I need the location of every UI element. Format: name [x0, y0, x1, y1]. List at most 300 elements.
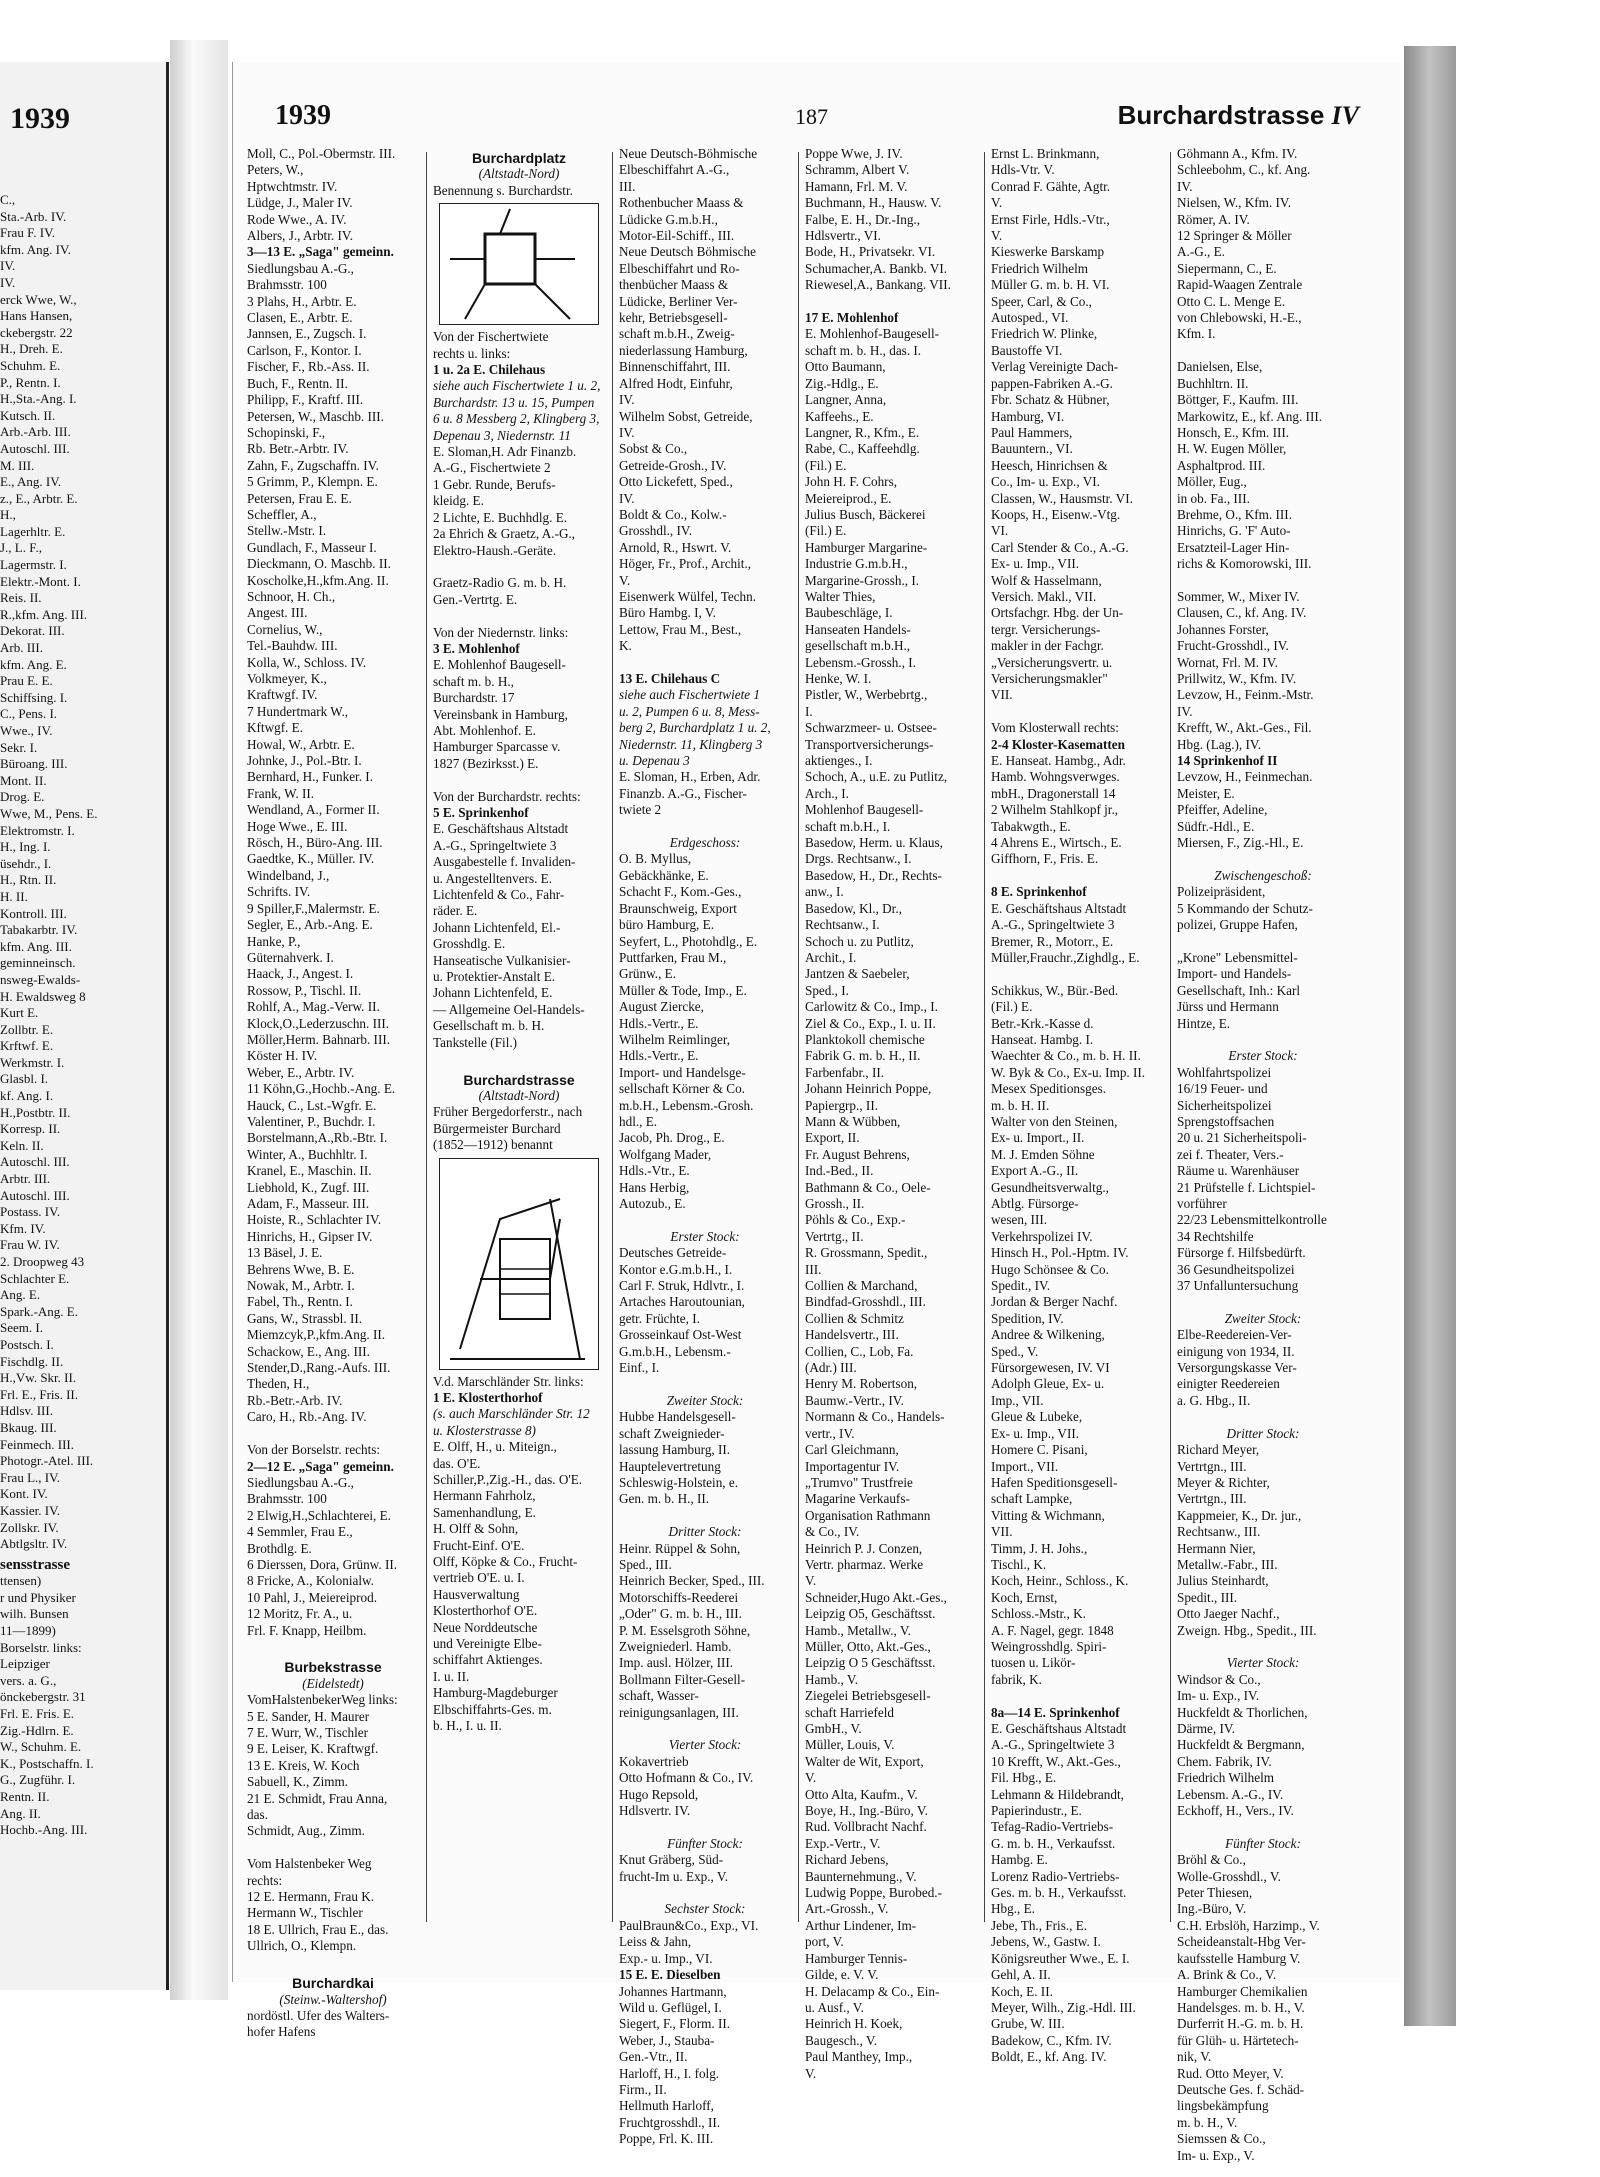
directory-entry: Hdls.-Vertr., E. [619, 1015, 699, 1031]
directory-entry: Buchmann, H., Hausw. V. [805, 195, 942, 211]
directory-entry: Hbg., E. [991, 1901, 1035, 1917]
directory-entry: Grosshdl., IV. [619, 523, 693, 539]
directory-entry: Rud. Vollbracht Nachf. [805, 1819, 927, 1835]
directory-entry: Vertr. pharmaz. Werke [805, 1556, 924, 1572]
directory-entry: A.-G., Fischertwiete 2 [433, 460, 551, 476]
directory-entry: Basedow, Kl., Dr., [805, 900, 902, 916]
directory-entry: Schleebohm, C., kf. Ang. [1177, 162, 1311, 178]
directory-entry: Jebe, Th., Fris., E. [991, 1917, 1088, 1933]
directory-entry: Früher Bergedorferstr., nach [433, 1104, 583, 1120]
directory-entry: Kontor e.G.m.b.H., I. [619, 1261, 733, 1277]
directory-entry: Kieswerke Barskamp [991, 244, 1105, 260]
directory-entry: Lichtenfeld & Co., Fahr- [433, 887, 565, 903]
directory-entry: Fürsorge f. Hilfsbedürft. [1177, 1245, 1306, 1261]
directory-entry: Ing.-Büro, V. [1177, 1901, 1247, 1917]
directory-entry: Versorgungskasse Ver- [1177, 1360, 1297, 1376]
directory-entry: Verlag Vereinigte Dach- [991, 359, 1119, 375]
directory-entry: „Versicherungsvertr. u. [991, 654, 1113, 670]
directory-entry: G.m.b.H., Lebensm.- [619, 1343, 731, 1359]
directory-entry: Abtlg. Fürsorge- [991, 1196, 1079, 1211]
directory-entry: Im- u. Exp., V. [1177, 2147, 1255, 2163]
directory-entry: Magarine Verkaufs- [805, 1491, 910, 1507]
directory-entry: Hamburger Sparcasse v. [433, 739, 561, 755]
building-entry: 2-4 Kloster-Kasematten [991, 736, 1125, 752]
directory-entry: Ersatzteil-Lager Hin- [1177, 539, 1290, 555]
directory-entry: Miemzcyk,P.,kfm.Ang. II. [247, 1327, 386, 1343]
previous-page-line: Schlachter E. [0, 1270, 70, 1286]
directory-entry: Klock,O.,Lederzuschn. III. [247, 1015, 390, 1031]
directory-entry: Ex- u. Imp., VII. [991, 1425, 1080, 1441]
directory-entry: Burchardstr. 17 [433, 690, 515, 706]
directory-entry: Riewesel,A., Bankang. VII. [805, 277, 951, 293]
directory-entry: für Glüh- u. Härtetech- [1177, 2032, 1299, 2048]
directory-entry: Höger, Fr., Prof., Archit., [619, 556, 752, 572]
directory-entry: Gehl, A. II. [991, 1967, 1051, 1983]
directory-entry: Güternahverk. I. [247, 949, 334, 965]
directory-entry: u. Depenau 3 [619, 753, 690, 769]
previous-page-line: 11—1899) [0, 1623, 56, 1639]
directory-entry: port, V. [805, 1934, 844, 1950]
directory-entry: 4 Ahrens E., Wirtsch., E. [991, 835, 1122, 851]
directory-entry: Schramm, Albert V. [805, 162, 910, 178]
directory-entry: Spedit., IV. [991, 1278, 1051, 1294]
directory-entry: Müller & Tode, Imp., E. [619, 982, 747, 998]
directory-entry: Fünfter Stock: [667, 1835, 743, 1851]
directory-entry: Hdls.-Vtr., E. [619, 1163, 690, 1179]
previous-page-line: ckebergstr. 22 [0, 324, 73, 340]
directory-entry: Badekow, C., Kfm. IV. [991, 2032, 1112, 2048]
directory-entry: IV. [1177, 178, 1193, 194]
directory-entry: schaft Lampke, [991, 1491, 1073, 1507]
directory-entry: Walter von den Steinen, [991, 1113, 1118, 1129]
directory-entry: Peter Thiesen, [1177, 1885, 1253, 1901]
directory-entry: Boldt, E., kf. Ang. IV. [991, 2049, 1107, 2065]
directory-entry: Müller, Louis, V. [805, 1737, 895, 1753]
directory-entry: — Allgemeine Oel-Handels- [433, 1001, 585, 1017]
column-rule [984, 152, 985, 1922]
directory-entry: u. Angestelltenvers. E. [433, 870, 553, 886]
directory-entry: Export A.-G., II. [991, 1163, 1079, 1179]
directory-entry: Hermann Nier, [1177, 1540, 1256, 1556]
directory-entry: Hamb., V. [805, 1671, 858, 1687]
column-rule [1170, 152, 1171, 1922]
previous-page-line: Keln. II. [0, 1137, 44, 1153]
directory-entry: Schloss.-Mstr., K. [991, 1606, 1086, 1622]
directory-entry: Vertrtg., II. [805, 1228, 864, 1244]
directory-entry: Samenhandlung, E. [433, 1504, 536, 1520]
directory-entry: siehe auch Fischertwiete 1 u. 2, [433, 378, 601, 394]
directory-entry: Schmidt, Aug., Zimm. [247, 1823, 365, 1839]
directory-entry: Buchhltrn. II. [1177, 375, 1249, 391]
directory-entry: Planktokoll chemische [805, 1031, 925, 1047]
directory-entry [247, 1639, 419, 1655]
directory-entry: Dieckmann, O. Maschb. II. [247, 556, 391, 572]
previous-page-year: 1939 [10, 102, 70, 135]
directory-entry: & Co., IV. [805, 1524, 860, 1540]
directory-entry: Kranel, E., Maschin. II. [247, 1163, 372, 1179]
directory-entry: Howal, W., Arbtr. E. [247, 736, 355, 752]
page-edge [1404, 46, 1456, 2026]
directory-entry: Richard Meyer, [1177, 1442, 1260, 1458]
directory-entry: hdl., E. [619, 1113, 658, 1129]
directory-entry: Wolfgang Mader, [619, 1146, 712, 1162]
previous-page-line: W., Schuhm. E. [0, 1739, 82, 1755]
directory-entry: reinigungsanlagen, III. [619, 1704, 739, 1720]
directory-entry: b. H., I. u. II. [433, 1718, 502, 1734]
directory-entry: Sped., V. [991, 1343, 1039, 1359]
directory-entry: Danielsen, Else, [1177, 359, 1263, 375]
directory-entry: twiete 2 [619, 802, 662, 818]
directory-column [433, 146, 605, 1936]
directory-entry: Müller,Frauchr.,Zighdlg., E. [991, 949, 1140, 965]
directory-entry [619, 655, 791, 671]
directory-entry: Ges. m. b. H., Verkaufsst. [991, 1885, 1127, 1901]
directory-entry [619, 1721, 791, 1737]
directory-entry: mbH., Dragonerstall 14 [991, 785, 1116, 801]
directory-entry: H. Delacamp & Co., Ein- [805, 1983, 940, 1999]
directory-entry: Ernst L. Brinkmann, [991, 146, 1100, 161]
directory-entry: Johann Lichtenfeld, El.- [433, 919, 561, 935]
directory-entry: Farbenfabr., II. [805, 1064, 885, 1080]
directory-entry: Sicherheitspolizei [1177, 1097, 1272, 1113]
directory-entry: Vom Klosterwall rechts: [991, 720, 1119, 736]
directory-entry: Brahmsstr. 100 [247, 277, 327, 293]
directory-entry: Rechtsanw., III. [1177, 1524, 1261, 1540]
directory-entry: Arthur Lindener, Im- [805, 1917, 917, 1933]
directory-entry: Fürsorgewesen, IV. VI [991, 1360, 1110, 1376]
directory-entry: Wolle-Grosshdl., V. [1177, 1868, 1281, 1884]
directory-entry: Julius Busch, Bäckerei [805, 506, 926, 522]
directory-entry: Fischer, F., Rb.-Ass. II. [247, 359, 370, 375]
previous-page-line: Dekorat. III. [0, 623, 65, 639]
directory-entry: Transportversicherungs- [805, 736, 934, 752]
directory-entry: I. [805, 703, 813, 719]
directory-entry: Vereinsbank in Hamburg, [433, 706, 568, 722]
directory-entry [1177, 851, 1349, 867]
directory-entry: Walter de Wit, Export, [805, 1753, 924, 1769]
burchardstrasse-map-graphic [440, 1159, 590, 1369]
directory-entry: Hamb. Wohngsverwges. [991, 769, 1120, 785]
previous-page-line: Kfm. IV. [0, 1220, 46, 1236]
directory-entry: V. [805, 1770, 817, 1786]
directory-entry: Homere C. Pisani, [991, 1442, 1088, 1458]
directory-entry: Vertrtgn., III. [1177, 1491, 1247, 1507]
directory-entry: Industrie G.m.b.H., [805, 556, 908, 572]
directory-entry: Deutsche Ges. f. Schäd- [1177, 2081, 1305, 2097]
previous-page-line: r und Physiker [0, 1589, 76, 1605]
directory-entry: Carl Gleichmann, [805, 1442, 899, 1458]
directory-entry: A. F. Nagel, gegr. 1848 [991, 1622, 1114, 1638]
directory-entry [1177, 1639, 1349, 1655]
previous-page-line: Feinmech. III. [0, 1436, 75, 1452]
directory-entry: Müller G. m. b. H. VI. [991, 277, 1110, 293]
directory-entry [619, 819, 791, 835]
directory-entry: Otto Hofmann & Co., IV. [619, 1770, 754, 1786]
directory-entry: schaft Zweignieder- [619, 1425, 725, 1441]
directory-entry: IV. [619, 490, 635, 506]
previous-page-line: Borselstr. links: [0, 1639, 82, 1655]
directory-entry: Johnke, J., Pol.-Btr. I. [247, 753, 362, 769]
directory-entry: u. Klosterstrasse 8) [433, 1422, 536, 1438]
directory-entry: Seyfert, L., Photohdlg., E. [619, 933, 758, 949]
directory-entry: Von der Niedernstr. links: [433, 624, 569, 640]
directory-entry: anw., I. [805, 884, 844, 900]
directory-entry: 12 E. Hermann, Frau K. [247, 1889, 375, 1905]
building-entry: 2—12 E. „Saga" gemeinn. [247, 1458, 394, 1474]
previous-page-line: z., E., Arbtr. E. [0, 490, 78, 506]
directory-entry: E. Sloman, H., Erben, Adr. [619, 769, 761, 785]
previous-page-line: Fischdlg. II. [0, 1353, 64, 1369]
directory-entry: Clausen, C., kf. Ang. IV. [1177, 605, 1307, 621]
directory-entry: Krefft, W., Akt.-Ges., Fil. [1177, 720, 1312, 736]
previous-page-line: Prau E. E. [0, 673, 53, 689]
directory-entry: 7 Hundertmark W., [247, 703, 349, 719]
directory-entry: H. W. Eugen Möller, [1177, 441, 1287, 457]
directory-entry: Baugesch., V. [805, 2032, 878, 2048]
directory-entry: Hbg. (Lag.), IV. [1177, 736, 1261, 752]
directory-entry: E. Sloman,H. Adr Finanzb. [433, 444, 577, 460]
directory-entry: in ob. Fa., III. [1177, 490, 1250, 506]
directory-entry: Gen.-Vertrtg. E. [433, 591, 518, 607]
directory-entry: E. Mohlenhof-Baugesell- [805, 326, 940, 342]
directory-entry: Tischl., K. [991, 1556, 1047, 1572]
directory-entry: V. [805, 1573, 817, 1589]
directory-entry: Scheffler, A., [247, 506, 317, 522]
directory-entry: Schwarzmeer- u. Ostsee- [805, 720, 937, 736]
directory-columns [247, 146, 1387, 2163]
directory-entry [619, 1376, 791, 1392]
directory-entry: Knut Gräberg, Süd- [619, 1852, 724, 1868]
directory-entry: Baunternehmung., V. [805, 1868, 917, 1884]
directory-entry: 2a Ehrich & Graetz, A.-G., [433, 526, 576, 542]
directory-entry: Im- u. Exp., IV. [1177, 1688, 1260, 1704]
directory-entry: Leipzig O5, Geschäftsst. [805, 1606, 936, 1622]
directory-entry: Deutsches Getreide- [619, 1245, 727, 1261]
directory-entry: 6 Dierssen, Dora, Grünw. II. [247, 1556, 398, 1572]
directory-entry: Brahmsstr. 100 [247, 1491, 327, 1507]
directory-entry: Puttfarken, Frau M., [619, 949, 727, 965]
directory-entry: R. Grossmann, Spedit., [805, 1245, 928, 1261]
directory-entry: Zahn, F., Zugschaffn. IV. [247, 457, 379, 473]
directory-entry: Ausgabestelle f. Invaliden- [433, 854, 576, 870]
previous-page-line: R.,kfm. Ang. III. [0, 606, 88, 622]
previous-page-line: E., Ang. IV. [0, 474, 62, 490]
burchardplatz-map-graphic [440, 204, 580, 324]
directory-entry [619, 1508, 791, 1524]
directory-entry: Betr.-Krk.-Kasse d. [991, 1015, 1094, 1031]
previous-page-line: Kassier. IV. [0, 1502, 61, 1518]
directory-entry: Haack, J., Angest. I. [247, 966, 354, 982]
directory-entry: (Eidelstedt) [302, 1675, 364, 1691]
directory-entry: 12 Springer & Möller [1177, 228, 1292, 244]
directory-entry: Hellmuth Harloff, [619, 2098, 714, 2114]
directory-entry: Margarine-Grossh., I. [805, 572, 920, 588]
directory-entry: Spedition, IV. [991, 1310, 1064, 1326]
directory-entry: Schnoor, H. Ch., [247, 588, 336, 604]
directory-entry: Stender,D.,Rang.-Aufs. III. [247, 1360, 391, 1376]
directory-entry: Carl Stender & Co., A.-G. [991, 539, 1129, 555]
directory-entry: Carlowitz & Co., Imp., I. [805, 999, 938, 1015]
directory-entry: Hptwchtmstr. IV. [247, 178, 338, 194]
previous-page-line: Seem. I. [0, 1320, 43, 1336]
directory-entry: Hamburg-Magdeburger [433, 1685, 558, 1701]
directory-entry: Lorenz Radio-Vertriebs- [991, 1868, 1120, 1884]
previous-page-line: H., Ing. I. [0, 839, 51, 855]
directory-entry: Lüdge, J., Maler IV. [247, 195, 353, 211]
previous-page-line: H., Rtn. II. [0, 872, 57, 888]
directory-entry [1177, 573, 1349, 589]
directory-entry: Mesex Speditionsges. [991, 1081, 1107, 1097]
previous-page-line: H., [0, 507, 16, 523]
directory-entry: Motor-Eil-Schiff., III. [619, 228, 735, 244]
directory-entry: Baubeschläge, I. [805, 605, 893, 621]
directory-entry: Gesellschaft m. b. H. [433, 1018, 545, 1034]
directory-entry: Heinrich P. J. Conzen, [805, 1540, 923, 1556]
directory-entry: Sabuell, K., Zimm. [247, 1774, 349, 1790]
directory-entry: Brothdlg. E. [247, 1540, 312, 1556]
directory-entry: von Chlebowski, H.-E., [1177, 310, 1302, 326]
directory-entry: Koops, H., Eisenw.-Vtg. [991, 506, 1121, 522]
directory-entry: Kfm. I. [1177, 326, 1216, 342]
directory-entry: Leipzig O 5 Geschäftsst. [805, 1655, 936, 1671]
directory-entry: E. Geschäftshaus Altstadt [433, 821, 569, 837]
directory-entry: Miersen, F., Zig.-Hl., E. [1177, 835, 1304, 851]
directory-entry: Fünfter Stock: [1225, 1835, 1301, 1851]
directory-entry: Brehme, O., Kfm. III. [1177, 506, 1292, 522]
directory-entry: Caro, H., Rb.-Ang. IV. [247, 1409, 367, 1425]
directory-entry: Sprengstoffsachen [1177, 1113, 1275, 1129]
previous-page-line: ttensen) [0, 1573, 42, 1589]
directory-entry: Heinr. Rüppel & Sohn, [619, 1540, 741, 1556]
directory-column [805, 146, 977, 2081]
directory-entry: 2 Elwig,H.,Schlachterei, E. [247, 1507, 391, 1523]
directory-entry: lassung Hamburg, II. [619, 1442, 731, 1458]
directory-entry: Kraftwgf. IV. [247, 687, 318, 703]
directory-entry: (s. auch Marschländer Str. 12 [433, 1406, 590, 1422]
directory-entry: u. 2, Pumpen 6 u. 8, Mess- [619, 703, 760, 719]
previous-page-line: kfm. Ang. III. [0, 938, 72, 954]
directory-entry [619, 1885, 791, 1901]
directory-entry: Art.-Grossh., V. [805, 1901, 889, 1917]
previous-page-line: C., Pens. I. [0, 706, 58, 722]
directory-entry: 13 E. Kreis, W. Koch [247, 1757, 360, 1773]
directory-entry: Stellw.-Mstr. I. [247, 523, 327, 539]
previous-page-line: H.,Postbtr. II. [0, 1104, 71, 1120]
directory-entry: E. Mohlenhof Baugesell- [433, 657, 566, 673]
directory-entry: Schrifts. IV. [247, 884, 311, 900]
directory-entry: Moll, C., Pol.-Obermstr. III. [247, 146, 396, 161]
directory-entry: Levzow, H., Feinmechan. [1177, 769, 1313, 785]
book-spine [170, 40, 228, 2000]
previous-page-line: üsehdr., I. [0, 855, 52, 871]
directory-entry: IV. [619, 392, 635, 408]
directory-entry: Lebensm. A.-G., IV. [1177, 1786, 1284, 1802]
directory-entry: A.-G., Springeltwiete 3 [991, 917, 1115, 933]
previous-page-line: H.,Sta.-Ang. I. [0, 391, 77, 407]
directory-entry: Erster Stock: [670, 1228, 740, 1244]
directory-entry: Elbschiffahrts-Ges. m. [433, 1701, 552, 1717]
directory-entry: G. m. b. H., Verkaufsst. [991, 1835, 1116, 1851]
directory-entry: (Fil.) E. [991, 999, 1033, 1015]
directory-entry: rechts: [247, 1872, 283, 1888]
directory-entry: 3 Plahs, H., Arbtr. E. [247, 293, 357, 309]
directory-entry: Vierter Stock: [1226, 1655, 1300, 1671]
directory-entry: C.H. Erbslöh, Harzimp., V. [1177, 1917, 1320, 1933]
previous-page-line: Zollbtr. E. [0, 1021, 54, 1037]
directory-entry: 10 Krefft, W., Akt.-Ges., [991, 1753, 1121, 1769]
directory-entry: Poppe Wwe, J. IV. [805, 146, 903, 161]
street-heading: Burbekstrasse [284, 1659, 382, 1676]
directory-entry: Valentiner, P., Buchdr. I. [247, 1113, 376, 1129]
directory-entry: Metallw.-Fabr., III. [1177, 1556, 1278, 1572]
previous-page-line: K., Postschaffn. I. [0, 1755, 94, 1771]
directory-entry: schaft Harriefeld [805, 1704, 894, 1720]
directory-entry: Schumacher,A. Bankb. VI. [805, 260, 948, 276]
directory-entry: Rapid-Waagen Zentrale [1177, 277, 1303, 293]
directory-entry: A. Brink & Co., V. [1177, 1967, 1277, 1983]
directory-entry: Zwischengeschoß: [1214, 867, 1312, 883]
directory-entry: 9 Spiller,F.,Malermstr. E. [247, 900, 380, 916]
directory-entry: 5 Grimm, P., Klempn. E. [247, 474, 378, 490]
previous-page-line: Mont. II. [0, 772, 47, 788]
page-year: 1939 [275, 100, 331, 131]
directory-entry: Südfr.-Hdl., E. [1177, 818, 1255, 834]
previous-page-line: Zig.-Hdlrn. E. [0, 1722, 74, 1738]
directory-entry: Depenau 3, Niedernstr. 11 [433, 427, 571, 443]
directory-entry: tergr. Versicherungs- [991, 621, 1101, 637]
previous-page-line: 2. Droopweg 43 [0, 1254, 85, 1269]
building-entry: 3—13 E. „Saga" gemeinn. [247, 244, 394, 260]
previous-page-line: Leipziger [0, 1656, 50, 1672]
previous-page-strip [0, 62, 169, 1990]
directory-entry: Gebäckhänke, E. [619, 867, 709, 883]
directory-entry: 36 Gesundheitspolizei [1177, 1261, 1295, 1277]
directory-entry: O. B. Myllus, [619, 851, 692, 867]
directory-entry: Fil. Hbg., E. [991, 1770, 1057, 1786]
directory-entry: m.b.H., Lebensm.-Grosh. [619, 1097, 754, 1113]
directory-entry: Meiereiprod., E. [805, 490, 892, 506]
directory-entry: VII. [991, 1524, 1013, 1540]
directory-entry: Hans Herbig, [619, 1179, 690, 1195]
directory-entry: A.-G., Springeltwiete 3 [991, 1737, 1115, 1753]
previous-page-line: Arbtr. III. [0, 1171, 51, 1187]
directory-entry: Kftwgf. E. [247, 720, 304, 736]
directory-entry: Angest. III. [247, 605, 308, 621]
directory-entry: 37 Unfalluntersuchung [1177, 1278, 1299, 1294]
directory-entry: Hamb., Metallw., V. [805, 1622, 911, 1638]
directory-entry: Versicherungsmakler" [991, 671, 1108, 686]
directory-entry: Ex- u. Import., II. [991, 1130, 1085, 1146]
directory-entry: Organisation Rathmann [805, 1507, 931, 1523]
building-entry: 3 E. Mohlenhof [433, 640, 520, 656]
directory-entry: Baumw.-Vertr., IV. [805, 1392, 904, 1408]
directory-entry: u. Protektier-Anstalt E. [433, 969, 556, 985]
directory-entry: Elektro-Haush.-Geräte. [433, 542, 557, 558]
directory-entry: Hdls-Vtr. V. [991, 162, 1055, 178]
directory-entry: I. u. II. [433, 1668, 470, 1684]
directory-entry: 7 E. Wurr, W., Tischler [247, 1725, 369, 1740]
directory-entry: 6 u. 8 Messberg 2, Klingberg 3, [433, 411, 600, 427]
burchardplatz-street-map [439, 203, 599, 325]
directory-entry: H. Olff & Sohn, [433, 1521, 519, 1537]
directory-entry: Heinrich H. Koek, [805, 2016, 903, 2032]
directory-entry: Basedow, Herm. u. Klaus, [805, 835, 943, 851]
directory-entry: frucht-Im u. Exp., V. [619, 1868, 729, 1884]
previous-page-line: H., Dreh. E. [0, 341, 63, 357]
directory-entry: kaufsstelle Hamburg V. [1177, 1950, 1301, 1966]
directory-entry: Jacob, Ph. Drog., E. [619, 1130, 725, 1146]
previous-page-line: Postsch. I. [0, 1336, 54, 1352]
